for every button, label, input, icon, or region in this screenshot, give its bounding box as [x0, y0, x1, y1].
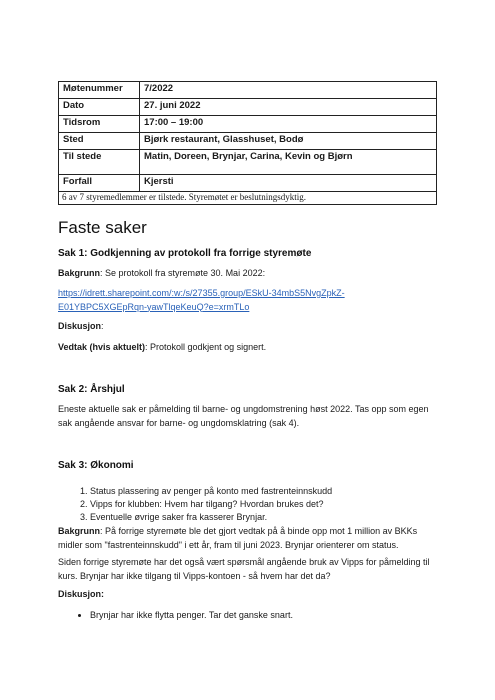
table-note-row [59, 192, 437, 205]
bakgrunn-text: : Se protokoll fra styremøte 30. Mai 2022: [100, 268, 266, 278]
list-item: 3. Eventuelle øvrige saker fra kasserer Brynjar. [90, 511, 440, 524]
diskusjon-text: : [101, 321, 104, 331]
sak3-agenda-list [58, 485, 440, 524]
row-value: 17:00 – 19:00 [140, 116, 437, 133]
sak1-heading: Sak 1: Godkjenning av protokoll fra forrige styremøte [58, 248, 312, 259]
sak3-bakgrunn [58, 525, 438, 552]
table-row [59, 99, 437, 116]
sak1-diskusjon [58, 320, 438, 334]
sak3-diskusjon [58, 588, 438, 602]
row-label: Til stede [59, 150, 140, 175]
row-label: Dato [59, 99, 140, 116]
meeting-info-table [58, 81, 437, 205]
table-row [59, 133, 437, 150]
list-item: 1. Status plassering av penger på konto med fastrenteinnskudd [90, 485, 440, 498]
row-value: Bjørk restaurant, Glasshuset, Bodø [140, 133, 437, 150]
quorum-note: 6 av 7 styremedlemmer er tilstede. Styremøtet er beslutningsdyktig. [59, 192, 437, 205]
bakgrunn-label: Bakgrunn [58, 526, 101, 536]
row-label: Forfall [59, 175, 140, 192]
protocol-link[interactable] [58, 287, 438, 314]
row-value: Kjersti [140, 175, 437, 192]
section-title: Faste saker [58, 218, 147, 237]
table-row [59, 175, 437, 192]
list-item: • Brynjar har ikke flytta penger. Tar det ganske snart. [90, 609, 440, 622]
table-row [59, 150, 437, 175]
row-value: 7/2022 [140, 82, 437, 99]
sak2-text: Eneste aktuelle sak er påmelding til barne- og ungdomstrening høst 2022. Tas opp som egen sak angående ansvar for barne- og ungdomsklatring (sak 4). [58, 404, 429, 428]
protocol-link-line2[interactable]: E01YBPC5XGEpRqn-yawTlqeKeuQ?e=xrmTLo [58, 301, 250, 312]
list-item: 2. Vipps for klubben: Hvem har tilgang? Hvordan brukes det? [90, 498, 440, 511]
sak3-discussion-list [58, 609, 440, 622]
sak3-vipps-paragraph: Siden forrige styremøte har det også vært spørsmål angående bruk av Vipps for påmelding til kurs. Brynjar har ikke tilgang til Vipps-kontoen - så hvem har det da? [58, 557, 430, 581]
vedtak-label: Vedtak (hvis aktuelt) [58, 342, 146, 352]
sak2-heading: Sak 2: Årshjul [58, 384, 125, 395]
row-label: Sted [59, 133, 140, 150]
diskusjon-label: Diskusjon [58, 321, 102, 331]
sak1-bakgrunn [58, 267, 438, 281]
sak1-vedtak [58, 341, 438, 355]
row-label: Tidsrom [59, 116, 140, 133]
diskusjon-text: : [101, 589, 105, 599]
sak3-heading: Sak 3: Økonomi [58, 460, 134, 471]
table-row [59, 116, 437, 133]
bakgrunn-text: : På forrige styremøte ble det gjort vedtak på å binde opp mot 1 million av BKKs midler som "fastrenteinnskudd" i ett år, fram til juni 2023. Brynjar orienterer om status. [58, 526, 418, 550]
protocol-link-line1[interactable]: https://idrett.sharepoint.com/:w:/s/27355.group/ESkU-34mbS5NvgZpkZ- [58, 288, 345, 298]
row-value: Matin, Doreen, Brynjar, Carina, Kevin og Bjørn [140, 150, 437, 175]
vedtak-text: : Protokoll godkjent og signert. [145, 342, 267, 352]
diskusjon-label: Diskusjon [58, 589, 102, 599]
bakgrunn-label: Bakgrunn [58, 268, 101, 278]
row-label: Møtenummer [59, 82, 140, 99]
table-row [59, 82, 437, 99]
row-value: 27. juni 2022 [140, 99, 437, 116]
